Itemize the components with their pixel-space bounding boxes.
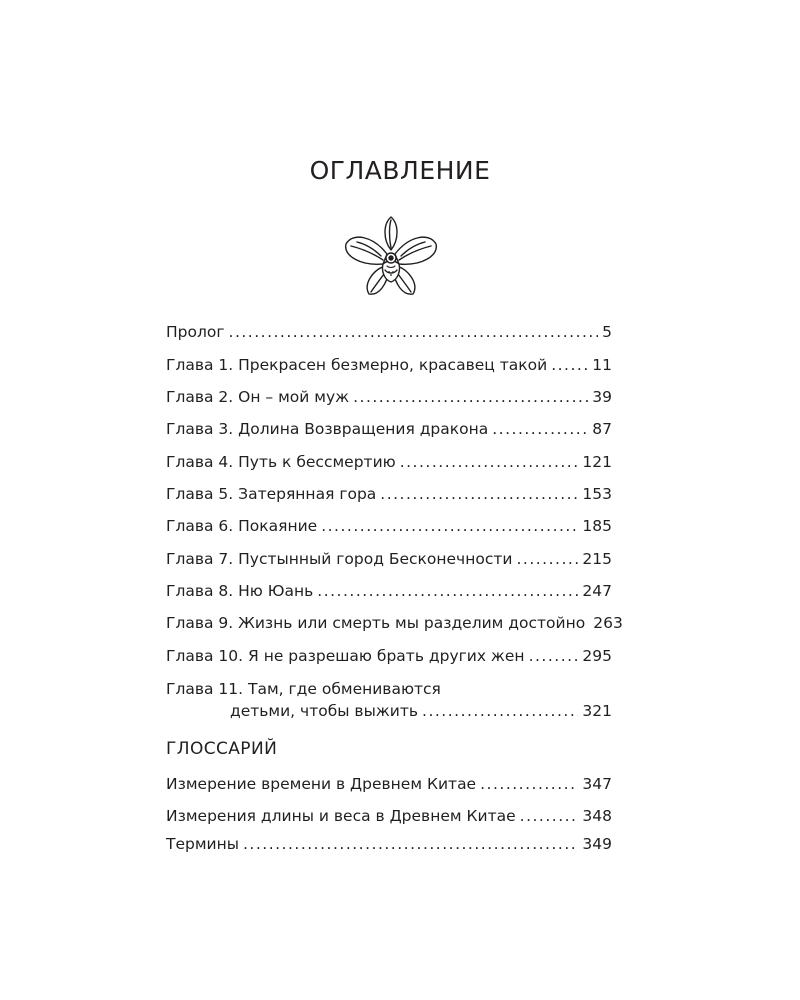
toc-leader-dots (516, 549, 578, 569)
toc-leader-dots (353, 387, 588, 407)
toc-entry-label: Глава 2. Он – мой муж (166, 388, 350, 406)
toc-entry-label: Глава 4. Путь к бессмертию (166, 453, 396, 471)
toc-leader-dots (529, 646, 579, 666)
toc-entry-chapter-8 (166, 581, 612, 601)
toc-entry-page: 11 (592, 356, 612, 374)
orchid-icon (343, 214, 439, 298)
toc-entry-label: Измерение времени в Древнем Китае (166, 775, 477, 793)
toc-entry-label: Глава 1. Прекрасен безмерно, красавец такой (166, 356, 548, 374)
toc-entry-chapter-2 (166, 387, 612, 407)
toc-entry-page: 5 (602, 323, 612, 341)
toc-entry-label: Термины (166, 835, 239, 853)
toc-entry-chapter-6 (166, 516, 612, 536)
toc-entry-label: Пролог (166, 323, 225, 341)
toc-entry-prologue (166, 322, 612, 342)
toc-leader-dots (243, 834, 578, 854)
toc-entry-page: 349 (582, 835, 612, 853)
toc-entry-label: Глава 10. Я не разрешаю брать других жен (166, 647, 525, 665)
toc-entry-chapter-5 (166, 484, 612, 504)
toc-entry-chapter-7 (166, 549, 612, 569)
toc-entry-chapter-4 (166, 452, 612, 472)
toc-leader-dots (520, 806, 579, 826)
toc-entry-page: 153 (582, 485, 612, 503)
toc-entry-chapter-11-line1: Глава 11. Там, где обмениваются (166, 680, 441, 698)
toc-entry-chapter-11 (230, 701, 612, 721)
toc-leader-dots (480, 774, 578, 794)
toc-entry-label: Глава 7. Пустынный город Бесконечности (166, 550, 513, 568)
toc-leader-dots (380, 484, 578, 504)
toc-entry-page: 185 (582, 517, 612, 535)
toc-entry-page: 39 (592, 388, 612, 406)
toc-entry-page: 263 (593, 614, 623, 632)
toc-entry-chapter-3 (166, 419, 612, 439)
toc-leader-dots (317, 581, 578, 601)
glossary-title: ГЛОССАРИЙ (166, 739, 278, 759)
toc-entry-page: 295 (582, 647, 612, 665)
toc-entry-glossary-measures (166, 806, 612, 826)
toc-entry-page: 247 (582, 582, 612, 600)
toc-entry-page: 87 (592, 420, 612, 438)
toc-entry-page: 321 (582, 702, 612, 720)
toc-entry-page: 215 (582, 550, 612, 568)
toc-entry-chapter-10 (166, 646, 612, 666)
toc-entry-chapter-1 (166, 355, 612, 375)
toc-entry-label: детьми, чтобы выжить (230, 702, 419, 720)
toc-entry-page: 347 (582, 775, 612, 793)
toc-entry-page: 348 (582, 807, 612, 825)
toc-leader-dots (321, 516, 578, 536)
toc-leader-dots (229, 322, 599, 342)
toc-leader-dots (551, 355, 588, 375)
toc-entry-page: 121 (582, 453, 612, 471)
toc-entry-glossary-terms (166, 834, 612, 854)
toc-entry-label: Глава 6. Покаяние (166, 517, 318, 535)
toc-entry-glossary-time (166, 774, 612, 794)
toc-entry-label: Глава 8. Ню Юань (166, 582, 314, 600)
toc-entry-label: Глава 9. Жизнь или смерть мы разделим достойно (166, 614, 586, 632)
toc-entry-label: Измерения длины и веса в Древнем Китае (166, 807, 516, 825)
page-title: ОГЛАВЛЕНИЕ (309, 156, 491, 185)
toc-leader-dots (422, 701, 578, 721)
toc-leader-dots (400, 452, 579, 472)
toc-leader-dots (492, 419, 588, 439)
toc-entry-label: Глава 5. Затерянная гора (166, 485, 377, 503)
toc-entry-label: Глава 3. Долина Возвращения дракона (166, 420, 489, 438)
toc-entry-chapter-9 (166, 613, 623, 633)
